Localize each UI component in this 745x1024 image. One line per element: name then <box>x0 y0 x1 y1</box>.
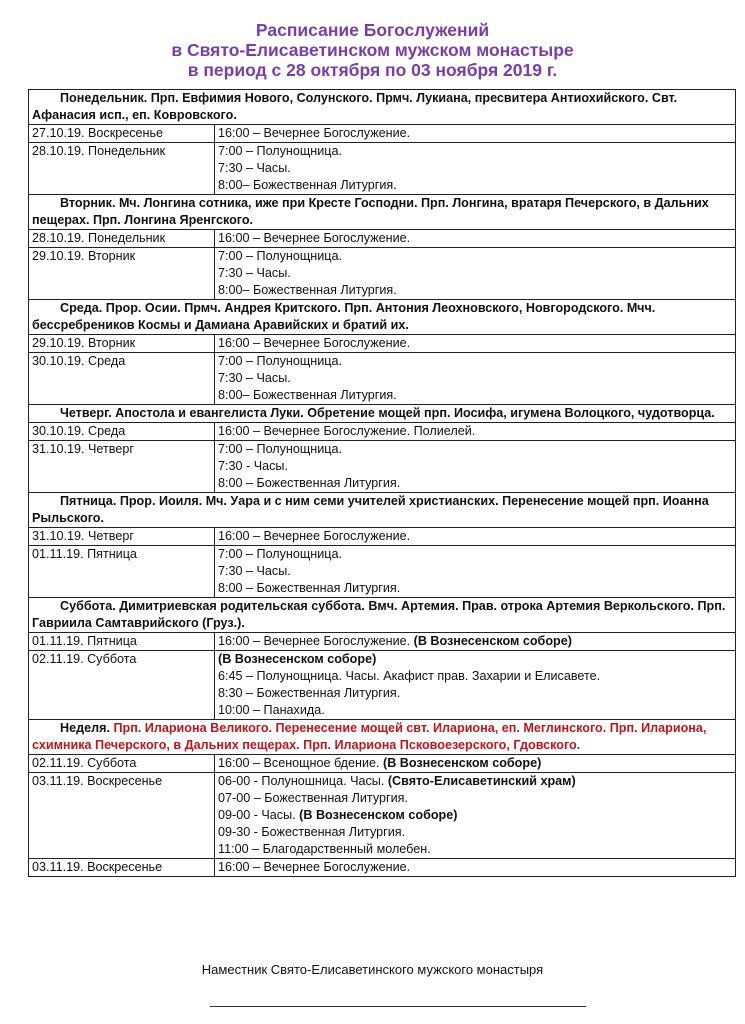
date-cell: 02.11.19. Суббота <box>29 651 215 720</box>
service-line <box>218 423 732 440</box>
date-cell: 03.11.19. Воскресенье <box>29 773 215 859</box>
date-cell: 29.10.19. Вторник <box>29 335 215 353</box>
day-header-row <box>29 405 736 423</box>
schedule-row <box>29 633 736 651</box>
service-location-note: (В Вознесенском соборе) <box>218 652 377 666</box>
service-text: 7:00 – Полунощница. <box>218 144 342 158</box>
service-line <box>218 370 732 387</box>
service-line <box>218 824 732 841</box>
service-text: 7:00 – Полунощница. <box>218 547 342 561</box>
day-header-feast-text: Прп. Илариона Великого. Перенесение мощей свт. Илариона, еп. Меглинского. Прп. Илариона, схимника Печерского, в Дальних пещерах. Прп. Илариона Псковоезерского, Гдовского. <box>32 721 707 752</box>
date-cell: 27.10.19. Воскресенье <box>29 125 215 143</box>
service-text: 8:00– Божественная Литургия. <box>218 283 397 297</box>
service-line <box>218 755 732 772</box>
date-cell: 30.10.19. Среда <box>29 423 215 441</box>
title-line-3: в период с 28 октября по 03 ноября 2019 г. <box>187 60 558 80</box>
service-text: 16:00 – Вечернее Богослужение. Полиелей. <box>218 424 476 438</box>
schedule-row <box>29 651 736 720</box>
service-text: 16:00 – Вечернее Богослужение. <box>218 126 411 140</box>
service-text: 8:00 – Божественная Литургия. <box>218 581 401 595</box>
service-line <box>218 160 732 177</box>
day-header-cell <box>29 195 736 230</box>
services-cell <box>215 423 736 441</box>
schedule-body <box>29 90 736 877</box>
service-text: 10:00 – Панахида. <box>218 703 325 717</box>
schedule-row <box>29 773 736 859</box>
date-cell: 01.11.19. Пятница <box>29 633 215 651</box>
day-header-cell <box>29 90 736 125</box>
service-location-note: (В Вознесенском соборе) <box>383 756 542 770</box>
day-header-text: Понедельник. Прп. Евфимия Нового, Солунского. Прмч. Лукиана, пресвитера Антиохийского. Свт. Афанасия исп., еп. Ковровского. <box>32 91 678 122</box>
service-line <box>218 651 732 668</box>
services-cell <box>215 125 736 143</box>
schedule-row <box>29 423 736 441</box>
day-header-row <box>29 195 736 230</box>
schedule-row <box>29 248 736 300</box>
day-header-cell <box>29 720 736 755</box>
services-cell <box>215 633 736 651</box>
date-cell: 31.10.19. Четверг <box>29 441 215 493</box>
service-line <box>218 790 732 807</box>
service-text: 16:00 – Вечернее Богослужение. <box>218 231 411 245</box>
service-text: 16:00 – Вечернее Богослужение. <box>218 634 414 648</box>
service-text: 09-30 - Божественная Литургия. <box>218 825 406 839</box>
schedule-row <box>29 859 736 877</box>
day-header-cell <box>29 300 736 335</box>
service-line <box>218 859 732 876</box>
footer-signature-caption: Наместник Свято-Елисаветинского мужского монастыря <box>201 962 544 977</box>
service-text: 7:30 – Часы. <box>218 161 291 175</box>
service-text: 16:00 – Вечернее Богослужение. <box>218 529 411 543</box>
day-header-text: Суббота. Димитриевская родительская суббота. Вмч. Артемия. Прав. отрока Артемия Веркольского. Прп. Гавриила Самтаврийского (Груз.). <box>32 599 726 630</box>
schedule-row <box>29 528 736 546</box>
service-line <box>218 528 732 545</box>
date-cell: 01.11.19. Пятница <box>29 546 215 598</box>
services-cell <box>215 248 736 300</box>
service-text: 16:00 – Вечернее Богослужение. <box>218 860 411 874</box>
service-line <box>218 580 732 597</box>
service-text: 8:00 – Божественная Литургия. <box>218 476 401 490</box>
services-cell <box>215 755 736 773</box>
schedule-table <box>28 89 736 877</box>
date-cell: 30.10.19. Среда <box>29 353 215 405</box>
service-text: 09-00 - Часы. <box>218 808 300 822</box>
services-cell <box>215 353 736 405</box>
date-cell: 28.10.19. Понедельник <box>29 143 215 195</box>
schedule-row <box>29 143 736 195</box>
service-line <box>218 685 732 702</box>
schedule-row <box>29 755 736 773</box>
service-line <box>218 125 732 142</box>
service-line <box>218 807 732 824</box>
schedule-row <box>29 230 736 248</box>
service-location-note: (В Вознесенском соборе) <box>299 808 458 822</box>
service-line <box>218 177 732 194</box>
day-header-text: Вторник. Мч. Лонгина сотника, иже при Кресте Господни. Прп. Лонгина, вратаря Печерского, в Дальних пещерах. Прп. Лонгина Яренгского. <box>32 196 709 227</box>
service-text: 06-00 - Полуношница. Часы. <box>218 774 388 788</box>
document-title <box>0 20 745 80</box>
date-cell: 31.10.19. Четверг <box>29 528 215 546</box>
day-header-row <box>29 598 736 633</box>
service-line <box>218 335 732 352</box>
service-text: 7:30 – Часы. <box>218 564 291 578</box>
service-line <box>218 387 732 404</box>
service-line <box>218 546 732 563</box>
service-text: 6:45 – Полунощница. Часы. Акафист прав. Захарии и Елисавете. <box>218 669 601 683</box>
service-line <box>218 563 732 580</box>
day-header-row <box>29 493 736 528</box>
day-header-cell <box>29 493 736 528</box>
services-cell <box>215 441 736 493</box>
service-text: 8:30 – Божественная Литургия. <box>218 686 401 700</box>
day-header-row <box>29 720 736 755</box>
schedule-row <box>29 546 736 598</box>
service-line <box>218 282 732 299</box>
signature-line <box>210 1006 586 1007</box>
service-line <box>218 633 732 650</box>
service-line <box>218 143 732 160</box>
day-header-text: Неделя. <box>60 721 114 735</box>
day-header-row <box>29 90 736 125</box>
service-text: 16:00 – Всенощное бдение. <box>218 756 383 770</box>
services-cell <box>215 143 736 195</box>
schedule-row <box>29 335 736 353</box>
service-text: 7:30 – Часы. <box>218 266 291 280</box>
day-header-text: Четверг. Апостола и евангелиста Луки. Обретение мощей прп. Иосифа, игумена Волоцкого, чудотворца. <box>60 406 715 420</box>
service-line <box>218 265 732 282</box>
day-header-text: Среда. Прор. Осии. Прмч. Андрея Критского. Прп. Антония Леохновского, Новгородского. Мчч. бессребреников Космы и Дамиана Аравийских и братий их. <box>32 301 656 332</box>
day-header-row <box>29 300 736 335</box>
services-cell <box>215 859 736 877</box>
service-line <box>218 353 732 370</box>
service-location-note: (Свято-Елисаветинский храм) <box>387 774 576 788</box>
day-header-cell <box>29 405 736 423</box>
service-line <box>218 702 732 719</box>
service-line <box>218 668 732 685</box>
service-text: 7:30 – Часы. <box>218 371 291 385</box>
service-text: 16:00 – Вечернее Богослужение. <box>218 336 411 350</box>
service-line <box>218 230 732 247</box>
service-line <box>218 773 732 790</box>
service-text: 7:00 – Полунощница. <box>218 442 342 456</box>
date-cell: 28.10.19. Понедельник <box>29 230 215 248</box>
schedule-row <box>29 125 736 143</box>
day-header-cell <box>29 598 736 633</box>
services-cell <box>215 773 736 859</box>
schedule-row <box>29 353 736 405</box>
service-line <box>218 458 732 475</box>
service-text: 7:00 – Полунощница. <box>218 249 342 263</box>
services-cell <box>215 651 736 720</box>
service-text: 07-00 – Божественная Литургия. <box>218 791 408 805</box>
service-line <box>218 475 732 492</box>
services-cell <box>215 335 736 353</box>
title-line-2: в Свято-Елисаветинском мужском монастыре <box>171 40 574 60</box>
services-cell <box>215 528 736 546</box>
service-location-note: (В Вознесенском соборе) <box>413 634 572 648</box>
day-header-text: Пятница. Прор. Иоиля. Мч. Уара и с ним семи учителей христианских. Перенесение мощей прп. Иоанна Рыльского. <box>32 494 709 525</box>
schedule-row <box>29 441 736 493</box>
services-cell <box>215 546 736 598</box>
service-text: 7:00 – Полунощница. <box>218 354 342 368</box>
services-cell <box>215 230 736 248</box>
date-cell: 29.10.19. Вторник <box>29 248 215 300</box>
date-cell: 03.11.19. Воскресенье <box>29 859 215 877</box>
service-text: 8:00– Божественная Литургия. <box>218 178 397 192</box>
title-line-1: Расписание Богослужений <box>255 20 490 40</box>
service-text: 8:00– Божественная Литургия. <box>218 388 397 402</box>
service-text: 11:00 – Благодарственный молебен. <box>218 842 431 856</box>
service-line <box>218 841 732 858</box>
service-line <box>218 441 732 458</box>
date-cell: 02.11.19. Суббота <box>29 755 215 773</box>
service-text: 7:30 - Часы. <box>218 459 288 473</box>
service-line <box>218 248 732 265</box>
